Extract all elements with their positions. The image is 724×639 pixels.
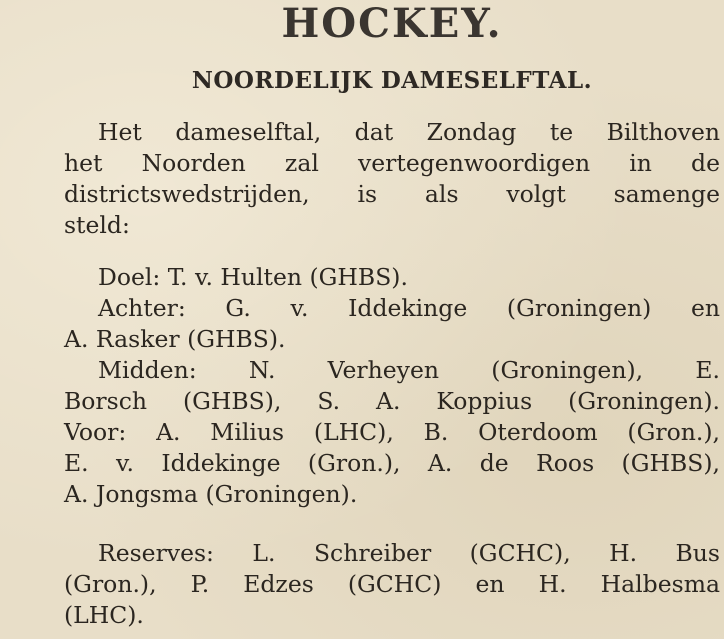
headline: HOCKEY. [281,0,503,47]
lineup-line-midfield-cont: Borsch (GHBS), S. A. Koppius (Groningen). [64,387,720,415]
intro-line: het Noorden zal vertegenwoordigen in de [64,149,720,177]
reserves-line: (LHC). [64,601,144,629]
lineup-line-forwards: Voor: A. Milius (LHC), B. Oterdoom (Gron.), [64,418,720,446]
lineup-paragraph [64,262,720,510]
lineup-line-goal: Doel: T. v. Hulten (GHBS). [98,263,408,291]
reserves-paragraph [64,538,720,631]
lineup-line-forwards-cont: E. v. Iddekinge (Gron.), A. de Roos (GHBS), [64,449,720,477]
intro-paragraph [64,117,720,241]
intro-line: Het dameselftal, dat Zondag te Bilthoven [98,118,720,146]
lineup-line-forwards-end: A. Jongsma (Groningen). [64,480,358,508]
intro-line: steld: [64,211,130,239]
subheadline: NOORDELIJK DAMESELFTAL. [191,67,593,94]
reserves-line: Reserves: L. Schreiber (GCHC), H. Bus [98,539,720,567]
intro-line: districtswedstrijden, is als volgt samenge [64,180,720,208]
lineup-line-midfield: Midden: N. Verheyen (Groningen), E. [98,356,720,384]
lineup-line-backs-cont: A. Rasker (GHBS). [64,325,286,353]
lineup-line-backs: Achter: G. v. Iddekinge (Groningen) en [98,294,720,322]
reserves-line: (Gron.), P. Edzes (GCHC) en H. Halbesma [64,570,720,598]
